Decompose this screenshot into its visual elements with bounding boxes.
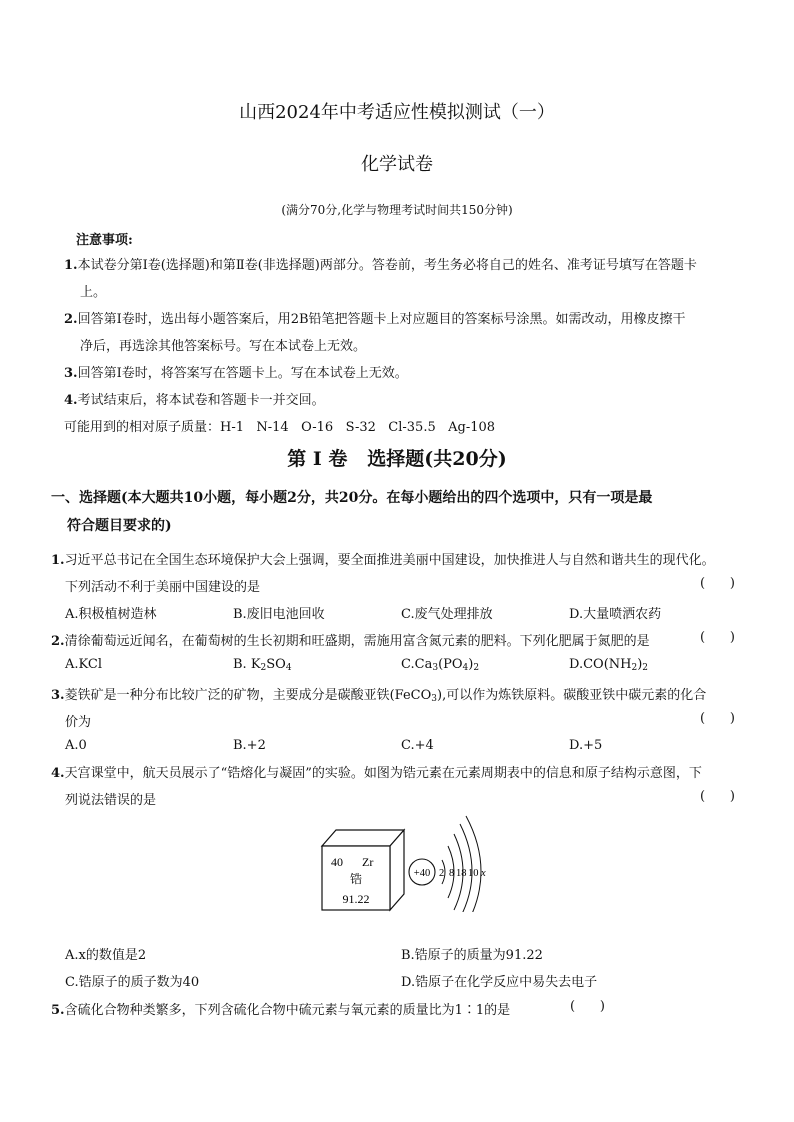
question-2 xyxy=(51,630,650,649)
question-text: 习近平总书记在全国生态环境保护大会上强调，要全面推进美丽中国建设，加快推进人与自然和谐共生的现代化。 xyxy=(64,553,715,568)
atomic-mass: 91.22 xyxy=(342,892,370,906)
question-1-cont: 下列活动不利于美丽中国建设的是 xyxy=(65,580,261,595)
shell-electrons-4: 10 xyxy=(468,868,479,879)
question-number: 4. xyxy=(51,766,65,781)
q1-option-c: C.废气处理排放 xyxy=(401,607,493,622)
notice-heading: 注意事项: xyxy=(76,233,133,248)
notice-item-1-cont: 上。 xyxy=(80,285,107,300)
notice-item-4 xyxy=(64,389,325,408)
exam-title: 山西2024年中考适应性模拟测试（一） xyxy=(239,102,555,123)
part-one-title: 第 I 卷 选择题(共20分) xyxy=(287,448,507,470)
question-4-cont: 列说法错误的是 xyxy=(65,793,157,808)
notice-item-number: 3. xyxy=(64,366,78,381)
full-marks-note: (满分70分,化学与物理考试时间共150分钟) xyxy=(281,203,513,217)
answer-paren: ( ) xyxy=(700,576,735,591)
notice-item-number: 1. xyxy=(64,258,78,273)
question-3-cont: 价为 xyxy=(65,715,92,730)
q2-option-a: A.KCl xyxy=(65,657,102,672)
notice-item-text: 考试结束后，将本试卷和答题卡一并交回。 xyxy=(77,393,325,408)
question-number: 2. xyxy=(51,634,65,649)
nucleus-charge: +40 xyxy=(413,868,431,879)
q2-option-b: B. $K_2SO_4$ xyxy=(233,657,292,673)
q4-option-b: B.锆原子的质量为91.22 xyxy=(401,948,543,963)
q1-option-d: D.大量喷洒农药 xyxy=(569,607,662,622)
zirconium-figure xyxy=(318,812,508,916)
answer-paren: ( ) xyxy=(700,630,735,645)
q3-option-b: B.+2 xyxy=(233,738,266,753)
element-symbol: Zr xyxy=(362,855,374,869)
question-text: 天宫课堂中，航天员展示了“锆熔化与凝固”的实验。如图为锆元素在元素周期表中的信息和原子结构示意图，下 xyxy=(64,766,702,781)
q2-option-d: $D.CO(NH_2)_2$ xyxy=(569,657,649,673)
question-number: 1. xyxy=(51,553,65,568)
notice-item-number: 2. xyxy=(64,312,78,327)
q4-option-a: A.x的数值是2 xyxy=(65,948,147,963)
atomic-number: 40 xyxy=(331,855,343,869)
shell-electrons-3: 18 xyxy=(456,868,467,879)
section-heading-cont: 符合题目要求的) xyxy=(67,518,172,534)
notice-item-text: 回答第Ⅰ卷时，将答案写在答题卡上。写在本试卷上无效。 xyxy=(77,366,408,381)
question-number: 5. xyxy=(51,1003,65,1018)
answer-paren: ( ) xyxy=(570,999,605,1014)
q4-option-d: D.锆原子在化学反应中易失去电子 xyxy=(401,975,598,990)
q1-option-b: B.废旧电池回收 xyxy=(233,607,325,622)
q3-option-a: A.0 xyxy=(65,738,87,753)
question-5 xyxy=(51,999,510,1018)
atomic-mass-line: 可能用到的相对原子质量：H-1 N-14 O-16 S-32 Cl-35.5 Ag-108 xyxy=(64,420,496,435)
q3-option-c: C.+4 xyxy=(401,738,434,753)
exam-subtitle: 化学试卷 xyxy=(361,154,433,175)
answer-paren: ( ) xyxy=(700,789,735,804)
notice-item-2 xyxy=(64,308,686,327)
notice-item-number: 4. xyxy=(64,393,78,408)
question-1 xyxy=(51,549,715,568)
q2-option-c: $C.Ca_3(PO_4)_2$ xyxy=(401,657,480,673)
q1-option-a: A.积极植树造林 xyxy=(65,607,157,622)
notice-item-text: 回答第Ⅰ卷时，选出每小题答案后，用2B铅笔把答题卡上对应题目的答案标号涂黑。如需改动，用橡皮擦干 xyxy=(77,312,686,327)
zirconium-diagram xyxy=(318,812,508,912)
question-text: 清徐葡萄远近闻名，在葡萄树的生长初期和旺盛期，需施用富含氮元素的肥料。下列化肥属于氮肥的是 xyxy=(64,634,650,649)
answer-paren: ( ) xyxy=(700,711,735,726)
notice-item-2-cont: 净后，再选涂其他答案标号。写在本试卷上无效。 xyxy=(80,339,367,354)
element-name: 锆 xyxy=(349,872,363,886)
q3-option-d: D.+5 xyxy=(569,738,603,753)
question-number: 3. xyxy=(51,688,65,703)
notice-item-text: 本试卷分第Ⅰ卷(选择题)和第Ⅱ卷(非选择题)两部分。答卷前，考生务必将自己的姓名、准考证号填写在答题卡 xyxy=(77,258,697,273)
section-heading: 一、选择题(本大题共10小题，每小题2分，共20分。在每小题给出的四个选项中，只有一项是最 xyxy=(51,490,653,506)
question-3: 3.菱铁矿是一种分布比较广泛的矿物，主要成分是碳酸亚铁(FeCO$_3$),可以作为炼铁原料。碳酸亚铁中碳元素的化合 xyxy=(51,688,707,704)
notice-item-3 xyxy=(64,362,408,381)
shell-electrons-2: 8 xyxy=(449,868,455,879)
shell-electrons-1: 2 xyxy=(439,868,445,879)
shell-electrons-5: x xyxy=(481,868,486,879)
q4-option-c: C.锆原子的质子数为40 xyxy=(65,975,200,990)
question-text: 含硫化合物种类繁多，下列含硫化合物中硫元素与氧元素的质量比为1∶1的是 xyxy=(64,1003,511,1018)
question-4 xyxy=(51,762,702,781)
notice-item-1 xyxy=(64,254,697,273)
